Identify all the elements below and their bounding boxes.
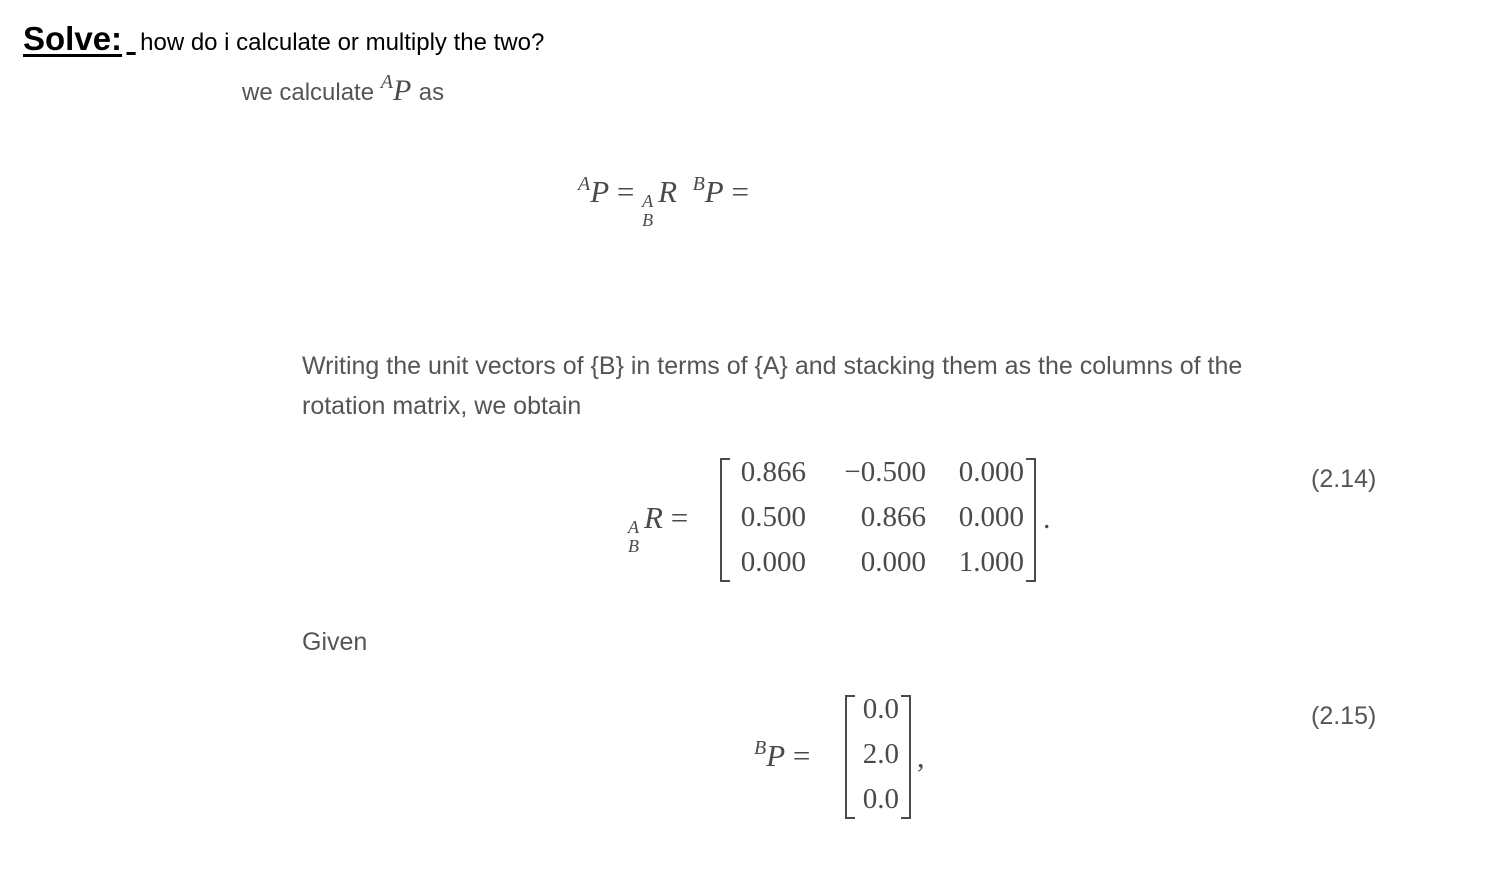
intro-prefix: we calculate <box>242 79 375 106</box>
matrix-cell: 0.866 <box>740 456 806 488</box>
position-right-bracket <box>901 695 911 819</box>
rotation-trailing-period: . <box>1043 502 1051 535</box>
main-r-sub: B <box>642 210 654 230</box>
rotation-left-bracket <box>720 458 730 582</box>
intro-suffix: as <box>418 79 445 106</box>
matrix-cell: 1.000 <box>958 546 1024 578</box>
matrix-cell: 0.000 <box>958 456 1024 488</box>
matrix-cell: 0.866 <box>860 501 926 533</box>
main-p-sup: B <box>692 173 705 195</box>
rotation-matrix-label <box>628 500 689 556</box>
matrix-cell: 0.500 <box>740 501 806 533</box>
rotation-sup: A <box>628 517 639 537</box>
main-eq2: = <box>731 174 749 209</box>
equation-number-2-15: (2.15) <box>1311 702 1377 730</box>
main-lhs-sup: A <box>578 173 591 195</box>
rotation-matrix <box>720 458 1036 582</box>
rotation-eq: = <box>670 500 689 535</box>
main-p-var: P <box>704 174 724 209</box>
equation-number-2-14: (2.14) <box>1311 465 1377 493</box>
intro-math <box>380 71 419 107</box>
position-eq: = <box>792 738 811 773</box>
rotation-sub: B <box>628 536 639 556</box>
intro-var: P <box>392 74 412 107</box>
position-vector <box>845 695 911 819</box>
vector-cell: 2.0 <box>862 738 899 770</box>
matrix-cell: 0.000 <box>860 546 926 578</box>
solve-label: Solve: <box>23 20 123 57</box>
intro-line <box>242 71 445 108</box>
vector-cell: 0.0 <box>862 783 899 815</box>
rotation-var: R <box>644 500 663 535</box>
main-lhs-var: P <box>590 174 610 209</box>
matrix-cell: −0.500 <box>844 456 926 488</box>
question-line <box>23 20 544 58</box>
main-equation <box>578 173 749 230</box>
main-r-sup: A <box>642 191 654 211</box>
main-r-var: R <box>658 174 678 209</box>
paragraph-line-1: Writing the unit vectors of {B} in terms of {A} and stacking them as the columns of the <box>302 352 1243 380</box>
rotation-right-bracket <box>1026 458 1036 582</box>
intro-sup: A <box>380 71 393 93</box>
question-text: how do i calculate or multiply the two? <box>140 29 545 56</box>
position-vector-label <box>754 738 810 774</box>
given-label: Given <box>302 628 368 656</box>
bottom-crop-edge <box>0 866 1510 888</box>
vector-cell: 0.0 <box>862 693 899 725</box>
main-eq1: = <box>616 174 635 209</box>
matrix-cell: 0.000 <box>958 501 1024 533</box>
matrix-cell: 0.000 <box>740 546 806 578</box>
position-sup: B <box>754 737 767 759</box>
position-var: P <box>766 738 786 773</box>
position-trailing-comma: , <box>917 741 925 774</box>
position-left-bracket <box>845 695 855 819</box>
paragraph-line-2: rotation matrix, we obtain <box>302 392 582 420</box>
